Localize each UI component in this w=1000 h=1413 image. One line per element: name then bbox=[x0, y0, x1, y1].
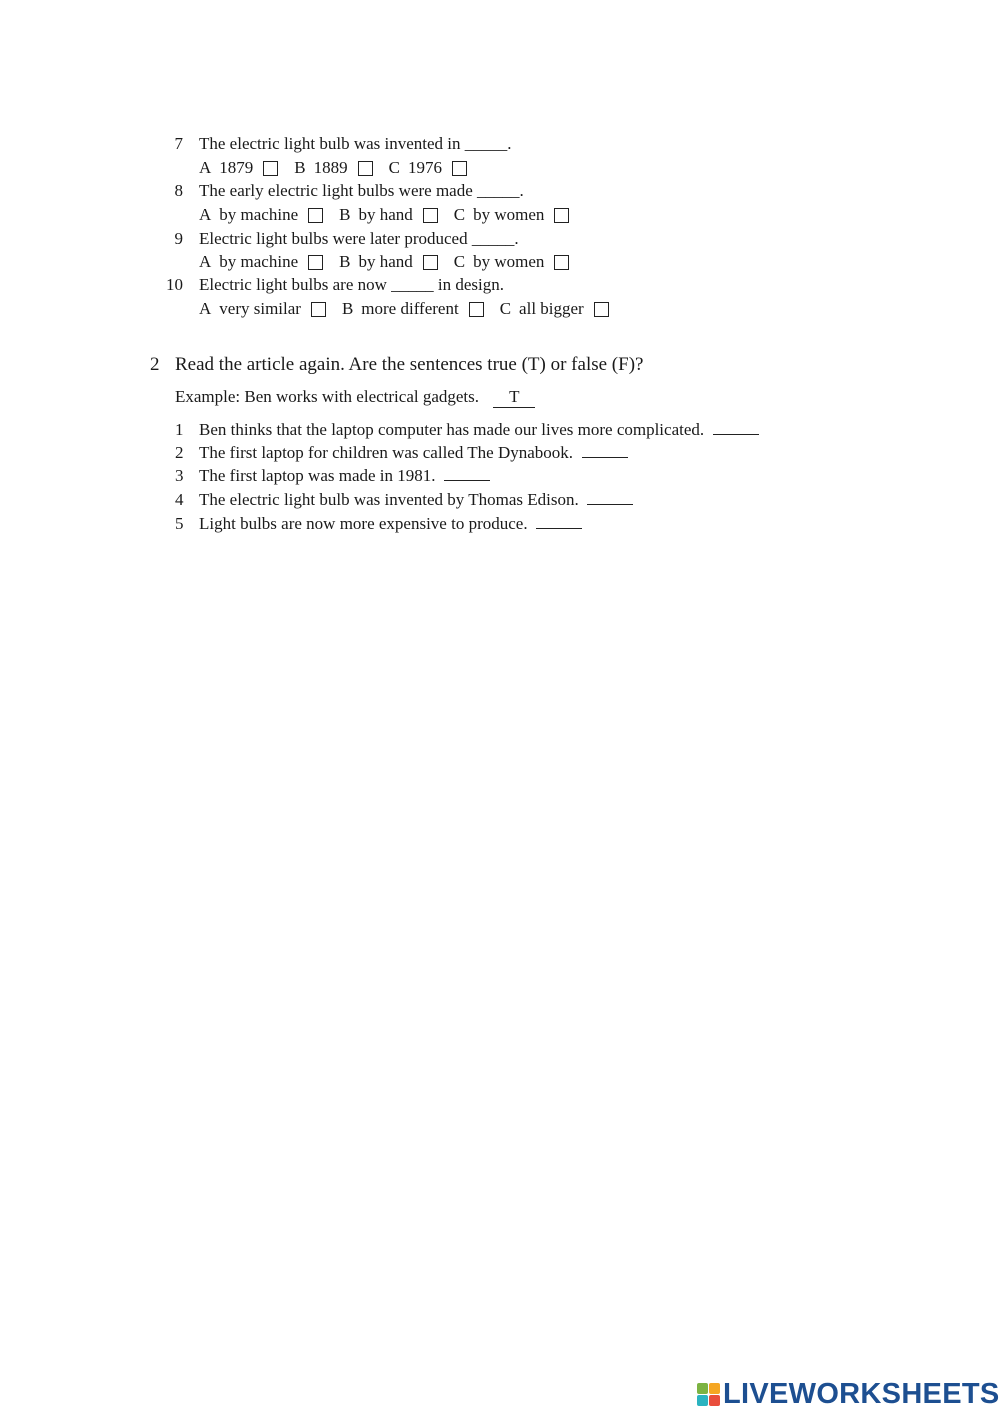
example-text: Example: Ben works with electrical gadgets. bbox=[175, 387, 480, 406]
answer-checkbox[interactable] bbox=[311, 302, 326, 317]
question-text: The early electric light bulbs were made _____. bbox=[199, 181, 524, 200]
section-title: Read the article again. Are the sentences true (T) or false (F)? bbox=[175, 354, 644, 375]
item-number: 5 bbox=[175, 514, 184, 533]
option-b: B by hand bbox=[339, 252, 438, 272]
question-number: 9 bbox=[174, 229, 183, 248]
question-number: 10 bbox=[166, 275, 183, 294]
options-row bbox=[199, 158, 483, 178]
liveworksheets-logo bbox=[697, 1378, 1000, 1411]
option-b: B by hand bbox=[339, 205, 438, 225]
question-text: Electric light bulbs were later produced _____. bbox=[199, 229, 519, 248]
item-number: 4 bbox=[175, 490, 184, 509]
item-text: The electric light bulb was invented by Thomas Edison. bbox=[199, 490, 633, 510]
example-line bbox=[175, 387, 535, 408]
option-a: A by machine bbox=[199, 205, 323, 225]
options-row bbox=[199, 299, 625, 319]
option-b: B more different bbox=[342, 299, 484, 319]
question-number: 8 bbox=[174, 181, 183, 200]
options-row bbox=[199, 205, 585, 225]
item-text: Light bulbs are now more expensive to produce. bbox=[199, 514, 582, 534]
question-text: Electric light bulbs are now _____ in design. bbox=[199, 275, 504, 294]
options-row bbox=[199, 252, 585, 272]
answer-blank[interactable] bbox=[444, 466, 490, 481]
answer-checkbox[interactable] bbox=[423, 255, 438, 270]
answer-checkbox[interactable] bbox=[423, 208, 438, 223]
logo-text: LIVEWORKSHEETS bbox=[723, 1378, 1000, 1410]
answer-checkbox[interactable] bbox=[358, 161, 373, 176]
logo-mark-icon bbox=[697, 1383, 720, 1406]
answer-checkbox[interactable] bbox=[452, 161, 467, 176]
option-a: A 1879 bbox=[199, 158, 278, 178]
item-text: The first laptop was made in 1981. bbox=[199, 466, 490, 486]
option-b: B 1889 bbox=[294, 158, 372, 178]
answer-blank[interactable] bbox=[582, 443, 628, 458]
item-text: The first laptop for children was called The Dynabook. bbox=[199, 443, 628, 463]
option-c: C 1976 bbox=[389, 158, 467, 178]
answer-checkbox[interactable] bbox=[308, 255, 323, 270]
answer-blank[interactable] bbox=[536, 514, 582, 529]
answer-checkbox[interactable] bbox=[554, 255, 569, 270]
option-c: C all bigger bbox=[500, 299, 609, 319]
option-c: C by women bbox=[454, 252, 570, 272]
item-number: 1 bbox=[175, 420, 184, 439]
answer-blank[interactable] bbox=[713, 420, 759, 435]
answer-checkbox[interactable] bbox=[263, 161, 278, 176]
example-answer: T bbox=[493, 387, 535, 408]
answer-blank[interactable] bbox=[587, 490, 633, 505]
answer-checkbox[interactable] bbox=[469, 302, 484, 317]
answer-checkbox[interactable] bbox=[308, 208, 323, 223]
item-number: 3 bbox=[175, 466, 184, 485]
option-c: C by women bbox=[454, 205, 570, 225]
option-a: A by machine bbox=[199, 252, 323, 272]
answer-checkbox[interactable] bbox=[554, 208, 569, 223]
answer-checkbox[interactable] bbox=[594, 302, 609, 317]
question-text: The electric light bulb was invented in _____. bbox=[199, 134, 512, 153]
item-text: Ben thinks that the laptop computer has made our lives more complicated. bbox=[199, 420, 759, 440]
option-a: A very similar bbox=[199, 299, 326, 319]
question-number: 7 bbox=[174, 134, 183, 153]
section-number: 2 bbox=[150, 354, 160, 375]
item-number: 2 bbox=[175, 443, 184, 462]
